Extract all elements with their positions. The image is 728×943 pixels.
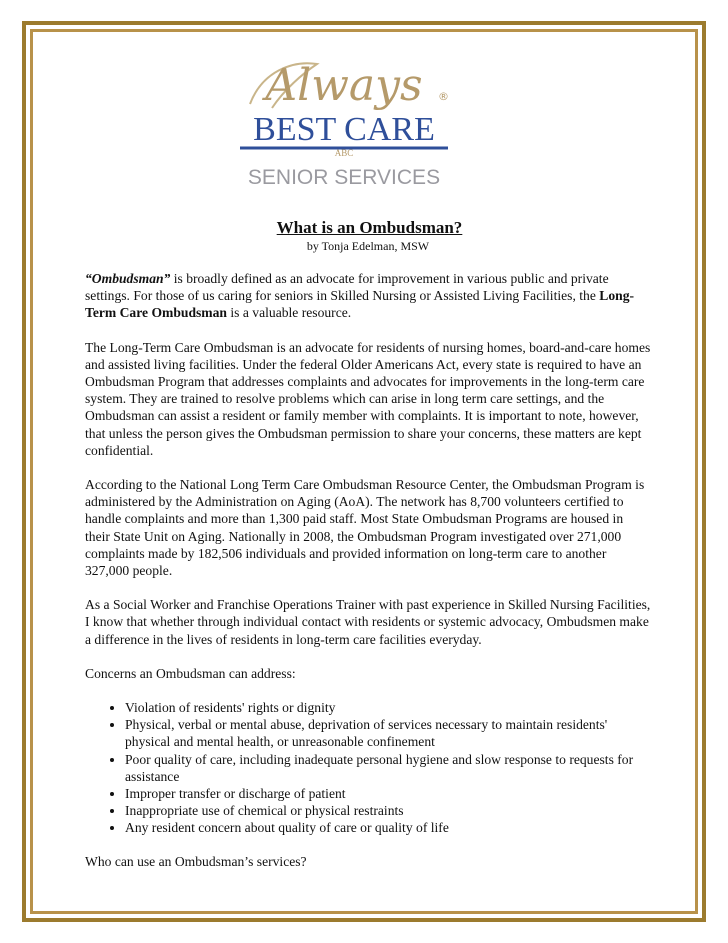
list-item: • Any resident concern about quality of care or quality of life xyxy=(125,819,651,836)
concerns-list xyxy=(85,699,651,837)
list-item: • Violation of residents' rights or dignity xyxy=(125,699,651,716)
logo-best-care-text: BEST CARE xyxy=(253,111,435,148)
list-item: • Poor quality of care, including inadequate personal hygiene and slow response to requests for assistance xyxy=(125,751,651,785)
article-title: What is an Ombudsman? xyxy=(276,218,463,237)
list-item: • Improper transfer or discharge of patient xyxy=(125,785,651,802)
logo-senior-services-text: SENIOR SERVICES xyxy=(247,166,441,189)
who-heading: Who can use an Ombudsman’s services? xyxy=(85,853,307,869)
concerns-heading: Concerns an Ombudsman can address: xyxy=(85,665,296,681)
paragraph-definition xyxy=(85,270,651,322)
article xyxy=(85,218,651,870)
paragraph-role: The Long-Term Care Ombudsman is an advocate for residents of nursing homes, board-and-care homes and assisted living facilities. Under the federal Older Americans Act, every state is required to have an Ombudsman Program that addresses complaints and advocates for improvements in the long-term care system. They are trained to resolve problems which can arise in long term care settings, and the Ombudsman can assist a resident or family member with complaints. It is important to note, however, that unless the person gives the Ombudsman permission to share your concerns, these matters are kept confidential. xyxy=(85,339,651,458)
always-best-care-logo xyxy=(232,52,456,192)
paragraph-experience: As a Social Worker and Franchise Operations Trainer with past experience in Skilled Nursing Facilities, I know that whether through individual contact with residents or systemic advocacy, Ombudsmen make a difference in the lives of residents in long-term care facilities everyday. xyxy=(85,597,651,647)
logo-registered-mark: ® xyxy=(438,90,449,103)
paragraph-text: is broadly defined as an advocate for improvement in various public and private settings. For those of us caring for seniors in Skilled Nursing or Assisted Living Facilities, the xyxy=(85,271,609,304)
paragraph-text: is a valuable resource. xyxy=(227,305,352,321)
article-byline: by Tonja Edelman, MSW xyxy=(306,239,430,253)
ltc-ombudsman-bold: Long-Term Care Ombudsman xyxy=(85,288,635,321)
paragraph-statistics: According to the National Long Term Care Ombudsman Resource Center, the Ombudsman Program is administered by the Administration on Aging (AoA). The network has 8,700 volunteers certified to handle complaints and more than 1,300 paid staff. Most State Ombudsman Programs are housed in their State Unit on Aging. Nationally in 2008, the Ombudsman Program investigated over 271,000 complaints made by 182,506 individuals and provided information on long-term care to another 327,000 people. xyxy=(85,477,645,579)
ombudsman-term: “Ombudsman” xyxy=(85,271,171,286)
logo-abc-badge: ABC xyxy=(334,148,354,158)
list-item: • Inappropriate use of chemical or physical restraints xyxy=(125,802,651,819)
logo-script-text: Always xyxy=(265,60,423,111)
list-item: • Physical, verbal or mental abuse, deprivation of services necessary to maintain residents' physical and mental health, or unreasonable confinement xyxy=(125,716,651,750)
